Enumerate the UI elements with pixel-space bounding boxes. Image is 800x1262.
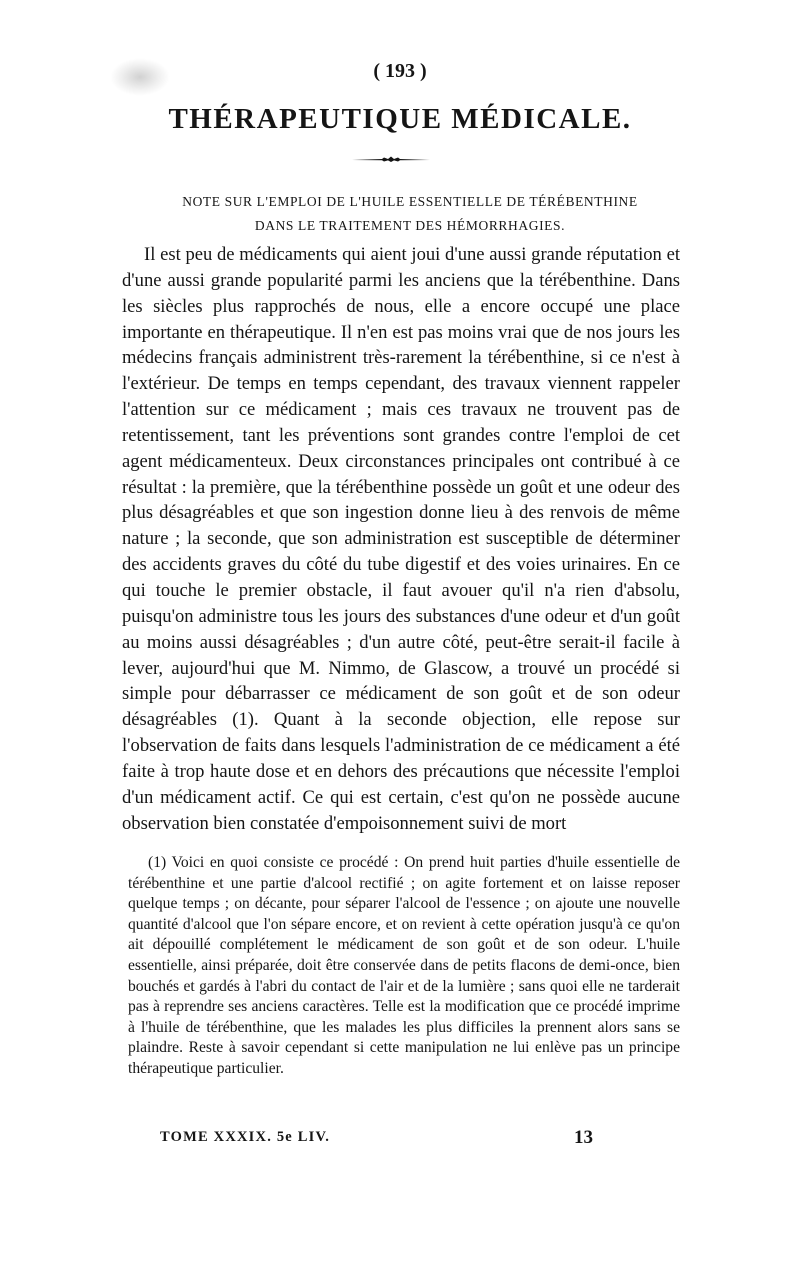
page-number: ( 193 ) [373, 60, 427, 82]
article-body: Il est peu de médicaments qui aient joui d'une aussi grande réputation et d'une aussi grande popularité parmi les anciens que la térébenthine. Dans les siècles plus rapprochés de nous, elle a encore occupé une place importante en thérapeutique. Il n'en est pas moins vrai que de nos jours les médecins français administrent très-rarement la térébenthine, si ce n'est à l'extérieur. De temps en temps cependant, des travaux viennent rappeler l'attention sur ce médicament ; mais ces travaux ne trouvent pas de retentissement, tant les préventions sont grandes contre l'emploi de cet agent médicamenteux. Deux circonstances principales ont contribué à ce résultat : la première, que la térébenthine possède un goût et une odeur des plus désagréables et que son ingestion donne lieu à des renvois de même nature ; la seconde, que son administration est susceptible de déterminer des accidents graves du côté du tube digestif et des voies urinaires. En ce qui touche le premier obstacle, il faut avouer qu'il n'a rien d'absolu, puisqu'on administre tous les jours des substances d'une odeur et d'un goût au moins aussi désagréables ; d'un autre côté, peut-être serait-il facile à lever, aujourd'hui que M. Nimmo, de Glascow, a trouvé un procédé si simple pour débarrasser ce médicament de son goût et de son odeur désagréables (1). Quant à la seconde objection, elle repose sur l'observation de faits dans lesquels l'administration de ce médicament a été faite à trop haute dose et en dehors des précautions que nécessite l'emploi d'un médicament actif. Ce qui est certain, c'est qu'on ne possède aucune observation bien constatée d'empoisonnement suivi de mort [122, 244, 680, 834]
article-title-line-1: NOTE SUR L'EMPLOI DE L'HUILE ESSENTIELLE DE TÉRÉBENTHINE [182, 194, 638, 209]
ornament-divider-icon [352, 154, 430, 164]
section-title: THÉRAPEUTIQUE MÉDICALE. [168, 103, 632, 135]
footnote: (1) Voici en quoi consiste ce procédé : On prend huit parties d'huile essentielle de térébenthine et une partie d'alcool rectifié ; on agite fortement et on laisse reposer quelque temps ; on décante, pour séparer l'alcool de l'essence ; on ajoute une nouvelle quantité d'alcool que l'on sépare encore, et on revient à cette opération jusqu'à ce qu'on ait dépouillé complétement le médicament de son goût et de son odeur. L'huile essentielle, ainsi préparée, doit être conservée dans de petits flacons de demi-once, bien bouchés et gardés à l'abri du contact de l'air et de la lumière ; sans quoi elle ne tarderait pas à reprendre ses anciens caractères. Telle est la modification que ce procédé imprime à l'huile de térébenthine, que les malades les plus difficiles la prennent alors sans se plaindre. Reste à savoir cependant si cette manipulation ne lui enlève pas un principe thérapeutique particulier. [128, 854, 680, 1077]
article-title [140, 190, 680, 238]
volume-signature: TOME XXXIX. 5e LIV. [160, 1129, 331, 1145]
sheet-signature: 13 [574, 1127, 593, 1148]
article-title-line-2: DANS LE TRAITEMENT DES HÉMORRHAGIES. [254, 218, 566, 233]
